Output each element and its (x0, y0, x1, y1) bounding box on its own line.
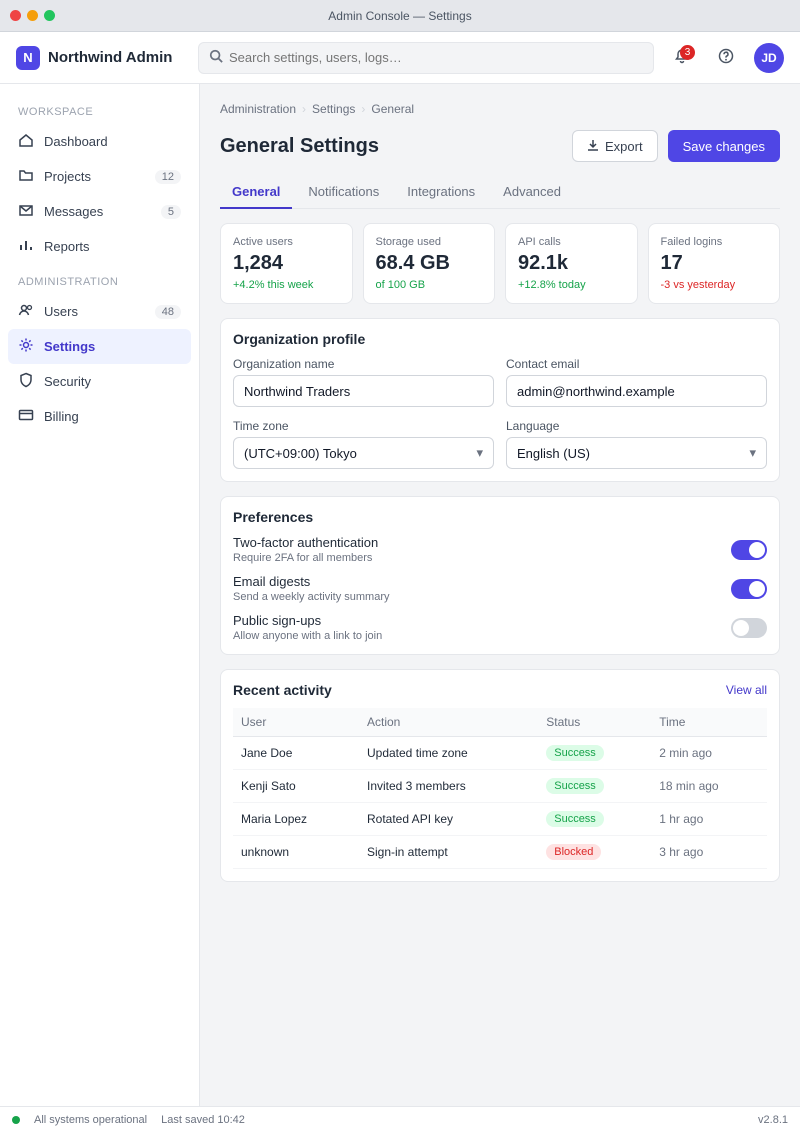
user-avatar[interactable]: JD (754, 43, 784, 73)
sidebar-item-users[interactable] (8, 294, 191, 329)
stat-value: 68.4 GB (375, 252, 450, 274)
cell-action: Sign-in attempt (359, 836, 538, 869)
toggle-switch[interactable] (731, 618, 767, 638)
status-badge: Success (546, 745, 604, 761)
status-dot-icon (12, 1116, 20, 1124)
column-header[interactable]: Status (538, 708, 651, 737)
view-all-link[interactable]: View all (725, 683, 767, 697)
brand-name: Northwind Admin (48, 49, 173, 66)
table-row[interactable] (233, 836, 767, 869)
stat-card (220, 223, 353, 304)
sidebar-item-count: 12 (155, 170, 181, 184)
sidebar-item-label: Messages (44, 204, 104, 219)
chart-icon (18, 237, 34, 256)
cell-status (538, 737, 651, 770)
profile-card (220, 318, 780, 482)
activity-title: Recent activity (233, 682, 332, 698)
field-label: Time zone (233, 419, 289, 433)
chevron-right-icon: › (361, 102, 366, 116)
cell-time: 3 hr ago (651, 836, 767, 869)
cell-action: Rotated API key (359, 803, 538, 836)
select-value: (UTC+09:00) Tokyo (244, 445, 357, 461)
form-field (233, 357, 494, 407)
sidebar-item-label: Reports (44, 239, 90, 254)
notifications-button[interactable] (666, 42, 698, 74)
stat-delta: of 100 GB (375, 279, 426, 291)
sidebar-item-settings[interactable] (8, 329, 191, 364)
window-title: Admin Console — Settings (328, 8, 472, 23)
sidebar-item-label: Security (44, 374, 91, 389)
toggle-knob (749, 542, 765, 558)
table-row[interactable] (233, 803, 767, 836)
cell-time: 18 min ago (651, 770, 767, 803)
field-label: Organization name (233, 357, 335, 371)
minimize-window-button[interactable] (27, 10, 38, 21)
breadcrumb-item[interactable]: Administration (220, 102, 297, 116)
sidebar-item-label: Dashboard (44, 134, 108, 149)
preference-label: Public sign-ups (233, 613, 322, 628)
cell-action: Updated time zone (359, 737, 538, 770)
preference-description: Require 2FA for all members (233, 552, 373, 564)
search-box[interactable] (198, 42, 654, 74)
profile-form (233, 357, 767, 469)
preference-label: Email digests (233, 574, 311, 589)
form-field (506, 357, 767, 407)
stat-label: API calls (518, 236, 561, 248)
gear-icon (18, 337, 34, 356)
tab-integrations[interactable]: Integrations (407, 184, 476, 199)
preference-description: Send a weekly activity summary (233, 591, 390, 603)
save-button[interactable]: Save changes (668, 130, 780, 162)
export-button[interactable] (572, 130, 658, 162)
tab-bar (220, 176, 780, 209)
cell-user: Maria Lopez (233, 803, 359, 836)
sidebar-item-messages[interactable] (8, 194, 191, 229)
select-time-zone[interactable] (233, 437, 494, 469)
cell-user: unknown (233, 836, 359, 869)
maximize-window-button[interactable] (44, 10, 55, 21)
preference-text (233, 535, 721, 564)
sidebar-item-count: 48 (155, 305, 181, 319)
column-header[interactable]: Time (651, 708, 767, 737)
preference-row (233, 613, 767, 642)
input-organization-name[interactable] (233, 375, 494, 407)
sidebar-section-workspace: WORKSPACE (18, 106, 94, 118)
cell-status (538, 803, 651, 836)
preferences-card (220, 496, 780, 655)
brand[interactable] (16, 46, 186, 70)
stat-card (648, 223, 781, 304)
sidebar-item-security[interactable] (8, 364, 191, 399)
breadcrumb (220, 102, 780, 116)
download-icon (587, 139, 599, 154)
status-badge: Success (546, 811, 604, 827)
stat-delta: +4.2% this week (233, 279, 314, 291)
export-label: Export (605, 138, 643, 154)
column-header[interactable]: User (233, 708, 359, 737)
tab-notifications[interactable]: Notifications (308, 184, 380, 199)
help-button[interactable] (710, 42, 742, 74)
home-icon (18, 132, 34, 151)
stat-delta: +12.8% today (518, 279, 586, 291)
field-label: Contact email (506, 357, 580, 371)
preference-text (233, 574, 721, 603)
cell-user: Kenji Sato (233, 770, 359, 803)
toggle-switch[interactable] (731, 579, 767, 599)
stat-value: 92.1k (518, 252, 569, 274)
preferences-title: Preferences (233, 509, 314, 525)
column-header[interactable]: Action (359, 708, 538, 737)
stat-label: Storage used (375, 236, 441, 248)
breadcrumb-item[interactable]: Settings (312, 102, 356, 116)
sidebar-item-count: 5 (161, 205, 181, 219)
search-input[interactable] (229, 50, 643, 65)
breadcrumb-current: General (371, 102, 415, 116)
sidebar-item-label: Settings (44, 339, 96, 354)
search-icon (209, 49, 223, 66)
stats-row (220, 223, 780, 304)
toggle-knob (749, 581, 765, 597)
preference-text (233, 613, 721, 642)
cell-user: Jane Doe (233, 737, 359, 770)
close-window-button[interactable] (10, 10, 21, 21)
sidebar-item-billing[interactable] (8, 399, 191, 434)
table-row[interactable] (233, 737, 767, 770)
stat-label: Active users (233, 236, 293, 248)
window-controls (10, 10, 55, 21)
stat-label: Failed logins (660, 236, 723, 248)
cell-status (538, 770, 651, 803)
chevron-down-icon: ▾ (749, 445, 756, 460)
form-field (506, 419, 767, 469)
preference-row (233, 535, 767, 564)
activity-header (233, 682, 767, 698)
sidebar-item-projects[interactable] (8, 159, 191, 194)
profile-title: Organization profile (233, 331, 366, 347)
main-content (200, 84, 800, 1106)
sidebar-item-reports[interactable] (8, 229, 191, 264)
table-row[interactable] (233, 770, 767, 803)
cell-action: Invited 3 members (359, 770, 538, 803)
status-text: All systems operational (34, 1113, 148, 1126)
sidebar-item-label: Projects (44, 169, 91, 184)
status-bar (0, 1106, 800, 1132)
field-label: Language (506, 419, 560, 433)
sidebar-section-admin: ADMINISTRATION (18, 276, 119, 288)
folder-icon (18, 167, 34, 186)
sidebar-item-dashboard[interactable] (8, 124, 191, 159)
stat-value: 1,284 (233, 252, 284, 274)
cell-time: 1 hr ago (651, 803, 767, 836)
stat-card (363, 223, 496, 304)
select-value: English (US) (517, 445, 590, 461)
status-badge: Blocked (546, 844, 601, 860)
help-icon (718, 48, 734, 67)
card-icon (18, 407, 34, 426)
page-header (220, 130, 780, 162)
tab-general[interactable]: General (220, 176, 292, 209)
brand-logo: N (16, 46, 40, 70)
preference-label: Two-factor authentication (233, 535, 379, 550)
cell-time: 2 min ago (651, 737, 767, 770)
tab-advanced[interactable]: Advanced (503, 184, 561, 199)
users-icon (18, 302, 34, 321)
activity-table (233, 708, 767, 869)
select-language[interactable] (506, 437, 767, 469)
stat-card (505, 223, 638, 304)
chevron-down-icon: ▾ (476, 445, 483, 460)
preference-description: Allow anyone with a link to join (233, 630, 383, 642)
top-bar (0, 32, 800, 84)
status-badge: Success (546, 778, 604, 794)
shield-icon (18, 372, 34, 391)
toggle-knob (733, 620, 749, 636)
notifications-badge: 3 (680, 45, 695, 60)
sidebar-item-label: Users (44, 304, 78, 319)
title-bar (0, 0, 800, 32)
activity-card (220, 669, 780, 882)
toggle-switch[interactable] (731, 540, 767, 560)
mail-icon (18, 202, 34, 221)
cell-status (538, 836, 651, 869)
body (0, 84, 800, 1106)
sidebar (0, 84, 200, 1106)
version-text: v2.8.1 (758, 1113, 788, 1126)
chevron-right-icon: › (302, 102, 307, 116)
sidebar-item-label: Billing (44, 409, 79, 424)
form-field (233, 419, 494, 469)
page-title: General Settings (220, 134, 379, 157)
stat-delta: -3 vs yesterday (660, 279, 736, 291)
input-contact-email[interactable] (506, 375, 767, 407)
last-saved-text: Last saved 10:42 (161, 1113, 245, 1126)
stat-value: 17 (660, 252, 683, 274)
preference-row (233, 574, 767, 603)
preferences-list (233, 535, 767, 642)
